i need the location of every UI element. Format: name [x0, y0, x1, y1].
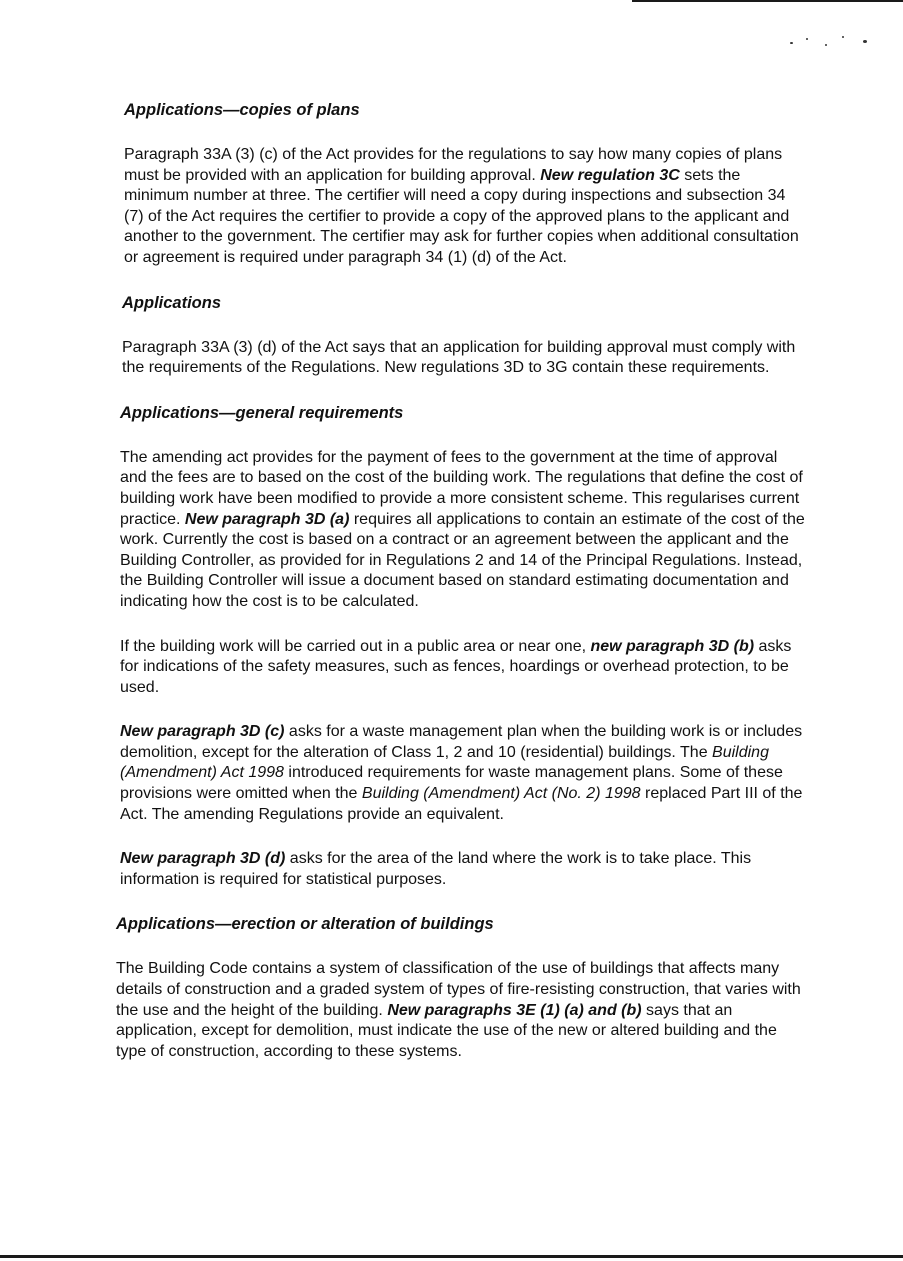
paragraph: [122, 338, 808, 379]
section-general-requirements: [120, 403, 808, 891]
paragraph: [120, 448, 808, 613]
paragraph: [120, 722, 808, 825]
emphasis-bold-italic: New paragraphs 3E (1) (a) and (b): [387, 1001, 642, 1019]
text-run: asks for a waste management plan when the building work is or includes demolition, except for the alteration of Class 1, 2 and 10 (residential) buildings. The: [120, 723, 803, 761]
scan-speck: [863, 40, 867, 43]
scan-speck: [790, 42, 793, 44]
citation-italic: Building (Amendment) Act (No. 2) 1998: [361, 785, 641, 803]
section-applications: [122, 293, 808, 379]
text-run: asks for the area of the land where the work is to take place. This information is required for statistical purposes.: [120, 850, 752, 888]
text-run: Paragraph 33A (3) (d) of the Act says that an application for building approval must comply with the requirements of the Regulations. New regulations 3D to 3G contain these requirements.: [122, 338, 796, 377]
text-run: introduced requirements for waste management plans. Some of these provisions were omitted when the: [120, 764, 783, 803]
text-run: asks for indications of the safety measures, such as fences, hoardings or overhead protection, to be used.: [120, 637, 792, 696]
section-heading: Applications—erection or alteration of buildings: [116, 915, 494, 934]
emphasis-bold-italic: New paragraph 3D (d): [120, 850, 286, 868]
scan-edge-bottom: [0, 1255, 903, 1258]
text-run: says that an application, except for demolition, must indicate the use of the new or altered building and the type of construction, according to these systems.: [116, 1001, 777, 1060]
emphasis-bold-italic: new paragraph 3D (b): [590, 637, 755, 655]
paragraph: [120, 637, 808, 699]
section-heading: Applications—general requirements: [120, 403, 404, 422]
paragraph: [120, 849, 808, 890]
paragraph: [124, 145, 808, 269]
emphasis-bold-italic: New regulation 3C: [540, 166, 680, 184]
scan-speck: [842, 36, 844, 38]
text-run: The amending act provides for the payment of fees to the government at the time of approval and the fees are to based on the cost of the building work. The regulations that define the cost of building work have been modified to provide a more consistent scheme. This regularises current practice.: [120, 448, 803, 528]
text-run: sets the minimum number at three. The certifier will need a copy during inspections and subsection 34 (7) of the Act requires the certifier to provide a copy of the approved plans to the applicant and another to the government. The certifier may ask for further copies when additional consultation or agreement is required under paragraph 34 (1) (d) of the Act.: [124, 166, 799, 266]
document-body: [118, 100, 808, 1086]
text-run: replaced Part III of the Act. The amending Regulations provide an equivalent.: [120, 785, 803, 823]
text-run: requires all applications to contain an estimate of the cost of the work. Currently the cost is based on a contract or an agreement between the applicant and the Building Controller, as provided for in Regulations 2 and 14 of the Principal Regulations. Instead, the Building Controller will issue a document based on standard estimating documentation and indicating how the cost is to be calculated.: [120, 510, 805, 610]
section-erection-or-alteration: [116, 914, 808, 1062]
paragraph: [116, 959, 808, 1062]
emphasis-bold-italic: New paragraph 3D (a): [184, 510, 350, 528]
citation-italic: Building (Amendment) Act 1998: [120, 743, 769, 782]
text-run: Paragraph 33A (3) (c) of the Act provides for the regulations to say how many copies of plans must be provided with an application for building approval.: [124, 146, 783, 184]
text-run: If the building work will be carried out in a public area or near one,: [120, 637, 591, 655]
text-run: The Building Code contains a system of classification of the use of buildings that affects many details of construction and a graded system of types of fire-resisting construction, that varies with the use and the height of the building.: [116, 960, 801, 1019]
section-heading: Applications—copies of plans: [124, 101, 360, 119]
section-heading: Applications: [122, 293, 222, 312]
scan-speck: [806, 38, 808, 40]
scan-speck: [825, 44, 827, 46]
section-copies-of-plans: [124, 100, 808, 269]
scan-edge-top: [632, 0, 903, 2]
emphasis-bold-italic: New paragraph 3D (c): [120, 723, 285, 741]
